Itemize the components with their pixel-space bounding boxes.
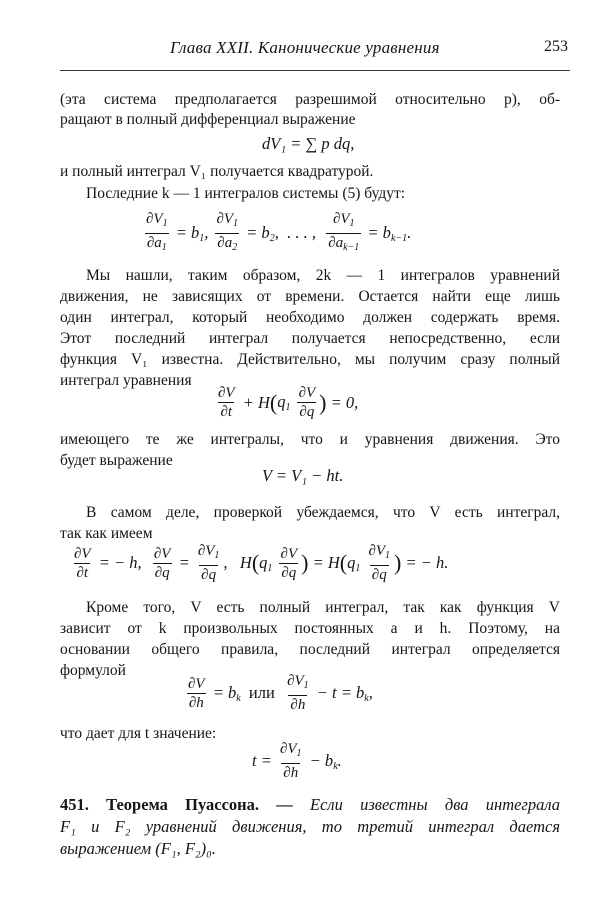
text-line: интеграл уравнения: [60, 372, 192, 389]
text-line: Мы нашли, таким образом, 2k — 1 интегралов уравнений: [86, 267, 560, 284]
equation-partial-sequence: $\frac{\partial V_1}{\partial a_1}$ = $b_1$, $\frac{\partial V_1}{\partial a_2}$ = $b_2$, . . . , $\frac{\partial V_1}{\partial a_{k-1}}$ = $b_{k-1}$.: [142, 210, 411, 257]
text-line: Последние k — 1 интегралов системы (5) будут:: [86, 185, 406, 202]
text-line: будет выражение: [60, 452, 173, 469]
text-line: один интеграл, который необходимо должен содержать время.: [60, 309, 560, 326]
word-ili: или: [248, 683, 275, 702]
equation-bk: $\frac{\partial V}{\partial h}$ = $b_k$ или $\frac{\partial V_1}{\partial h}$ − $t = b_k$,: [188, 673, 373, 713]
text-line: (эта система предполагается разрешимой относительно p), об-: [60, 91, 560, 108]
running-header: [150, 38, 570, 62]
text-line: что дает для t значение:: [60, 725, 217, 742]
equation-verification: $\frac{\partial V}{\partial t}$ = − h, $\frac{\partial V}{\partial q}$ = $\frac{\partial V_1}{\partial q}$ , H ( $q_1$ $\frac{\partial V}{\partial q}$ ) = H ( $q_1$ $\frac{\partial V_1}{\partial q}$ ) = − h.: [74, 543, 449, 583]
text-line: В самом деле, проверкой убеждаемся, что V есть интеграл,: [86, 504, 560, 521]
text-line: имеющего те же интегралы, что и уравнения движения. Это: [60, 431, 560, 448]
text-line: так как имеем: [60, 525, 153, 542]
equation-hamilton-jacobi: $\frac{\partial V}{\partial t}$ + H ( $q_1$ $\frac{\partial V}{\partial q}$ ) = 0,: [218, 385, 359, 420]
text-line: Этот последний интеграл получается непосредственно, если: [60, 330, 560, 347]
text-line: зависит от k произвольных постоянных a и h. Поэтому, на: [60, 620, 560, 637]
equation-t: t = $\frac{\partial V_1}{\partial h}$ − $b_k$.: [252, 741, 342, 781]
text-line: F₁ и F₂ уравнений движения, то третий интеграл дается: [60, 817, 560, 836]
text-line: Кроме того, V есть полный интеграл, так как функция V: [86, 599, 560, 616]
text-line: основании общего правила, последний интеграл определяется: [60, 641, 560, 658]
text-line: ращают в полный дифференциал выражение: [60, 111, 356, 128]
section-lead: Если известны два интеграла: [310, 795, 561, 814]
chapter-title: Глава XXII. Канонические уравнения: [170, 38, 440, 57]
text-line: движения, не зависящих от времени. Остается найти еще лишь: [60, 288, 560, 305]
section-number: 451.: [60, 795, 89, 814]
equation-dv1: dV₁ = ∑ p dq,: [262, 134, 355, 153]
text-line: формулой: [60, 662, 126, 679]
section-heading-line: [60, 795, 560, 815]
page-number: 253: [544, 38, 568, 55]
text-line: функция V₁ известна. Действительно, мы получим сразу полный: [60, 351, 560, 368]
text-line: выражением (F₁, F₂)₀.: [60, 839, 217, 858]
section-title: Теорема Пуассона. —: [106, 795, 293, 814]
header-rule: [60, 70, 570, 71]
equation-v: V = V₁ − ht.: [262, 466, 344, 485]
text-line: и полный интеграл V₁ получается квадратурой.: [60, 163, 374, 180]
